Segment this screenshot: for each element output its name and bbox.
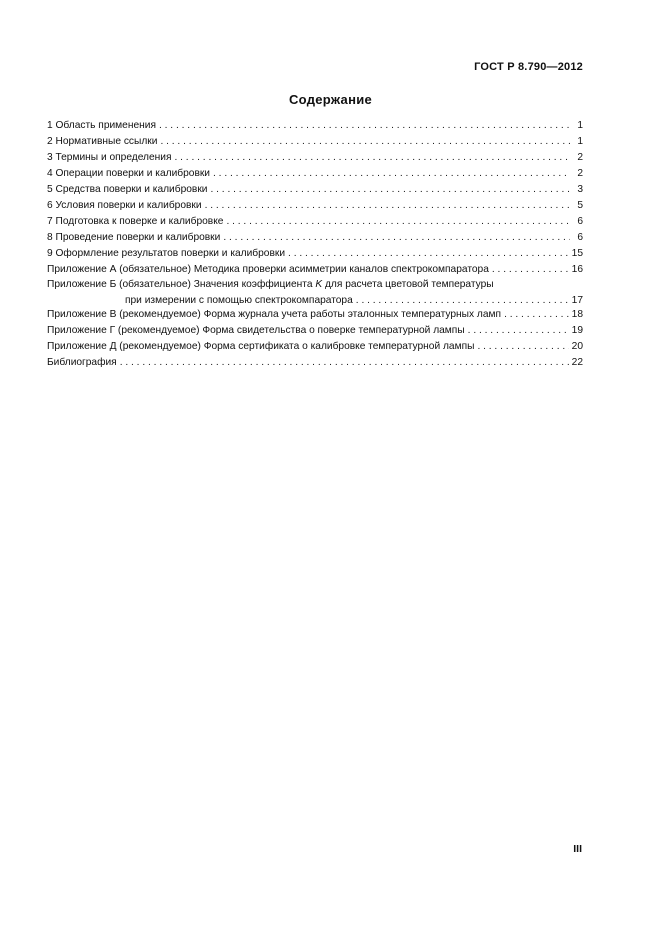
toc-entry[interactable]	[47, 166, 583, 182]
toc-entry-page: 20	[571, 341, 583, 352]
toc-leader-dots	[492, 262, 569, 278]
toc-entry[interactable]	[47, 134, 583, 150]
table-of-contents	[47, 118, 583, 371]
toc-entry-page: 3	[577, 184, 583, 195]
toc-entry-label: 8 Проведение поверки и калибровки	[47, 232, 221, 243]
toc-entry-page: 5	[577, 200, 583, 211]
toc-entry[interactable]	[47, 230, 583, 246]
toc-entry-page: 17	[571, 295, 583, 306]
toc-entry-page: 1	[577, 136, 583, 147]
toc-entry-label: Библиография	[47, 357, 117, 368]
toc-entry-label-line2: при измерении с помощью спектрокомпаратора . . . 17	[47, 292, 583, 307]
toc-entry-page: 15	[571, 248, 583, 259]
toc-entry[interactable]	[47, 307, 583, 323]
toc-entry-page: 22	[571, 357, 583, 368]
toc-leader-dots	[468, 323, 569, 339]
toc-leader-dots	[223, 230, 570, 246]
toc-entry-label: 3 Термины и определения	[47, 152, 172, 163]
toc-entry[interactable]	[47, 118, 583, 134]
toc-entry[interactable]	[47, 323, 583, 339]
toc-leader-dots	[504, 307, 569, 323]
toc-entry-page: 6	[577, 232, 583, 243]
toc-leader-dots	[159, 118, 570, 134]
toc-entry-label-line1: Приложение Б (обязательное) Значения коэффициента K для расчета цветовой температуры	[47, 279, 494, 290]
toc-entry-label: Приложение А (обязательное) Методика проверки асимметрии каналов спектрокомпаратора	[47, 264, 489, 275]
toc-leader-dots	[210, 182, 570, 198]
toc-leader-dots	[174, 150, 570, 166]
toc-entry-label: Приложение Г (рекомендуемое) Форма свидетельства о поверке температурной лампы	[47, 325, 465, 336]
toc-leader-dots	[120, 355, 569, 371]
toc-entry-label: 9 Оформление результатов поверки и калибровки	[47, 248, 286, 259]
toc-entry[interactable]	[47, 262, 583, 278]
toc-entry-appendix-b[interactable]	[47, 278, 583, 307]
toc-entry-label: 5 Средства поверки и калибровки	[47, 184, 208, 195]
toc-entry[interactable]	[47, 355, 583, 371]
toc-entry[interactable]	[47, 198, 583, 214]
toc-entry[interactable]	[47, 182, 583, 198]
toc-entry-label: 1 Область применения	[47, 120, 156, 131]
toc-leader-dots	[160, 134, 570, 150]
toc-entry-page: 19	[571, 325, 583, 336]
toc-leader-dots	[477, 339, 568, 355]
toc-entry-label: 2 Нормативные ссылки	[47, 136, 158, 147]
document-code: ГОСТ Р 8.790—2012	[474, 61, 583, 73]
toc-leader-dots	[288, 246, 569, 262]
toc-entry-label: 6 Условия поверки и калибровки	[47, 200, 202, 211]
toc-entry[interactable]	[47, 339, 583, 355]
toc-entry-page: 2	[577, 152, 583, 163]
toc-leader-dots	[205, 198, 570, 214]
toc-entry[interactable]	[47, 150, 583, 166]
toc-entry-label: Приложение Д (рекомендуемое) Форма сертификата о калибровке температурной лампы	[47, 341, 475, 352]
page-number: III	[573, 843, 582, 855]
toc-entry-page: 16	[571, 264, 583, 275]
toc-entry-label: Приложение В (рекомендуемое) Форма журнала учета работы эталонных температурных ламп	[47, 309, 502, 320]
toc-entry[interactable]	[47, 214, 583, 230]
toc-entry-page: 1	[577, 120, 583, 131]
toc-entry-label: 7 Подготовка к поверке и калибровке	[47, 216, 224, 227]
toc-entry-page: 18	[571, 309, 583, 320]
toc-leader-dots	[356, 294, 569, 307]
toc-entry-page: 6	[577, 216, 583, 227]
toc-entry[interactable]	[47, 246, 583, 262]
page-title: Содержание	[288, 92, 373, 107]
toc-entry-page: 2	[577, 168, 583, 179]
toc-leader-dots	[213, 166, 570, 182]
toc-entry-label: 4 Операции поверки и калибровки	[47, 168, 211, 179]
coefficient-symbol: K	[315, 279, 323, 290]
toc-leader-dots	[226, 214, 570, 230]
